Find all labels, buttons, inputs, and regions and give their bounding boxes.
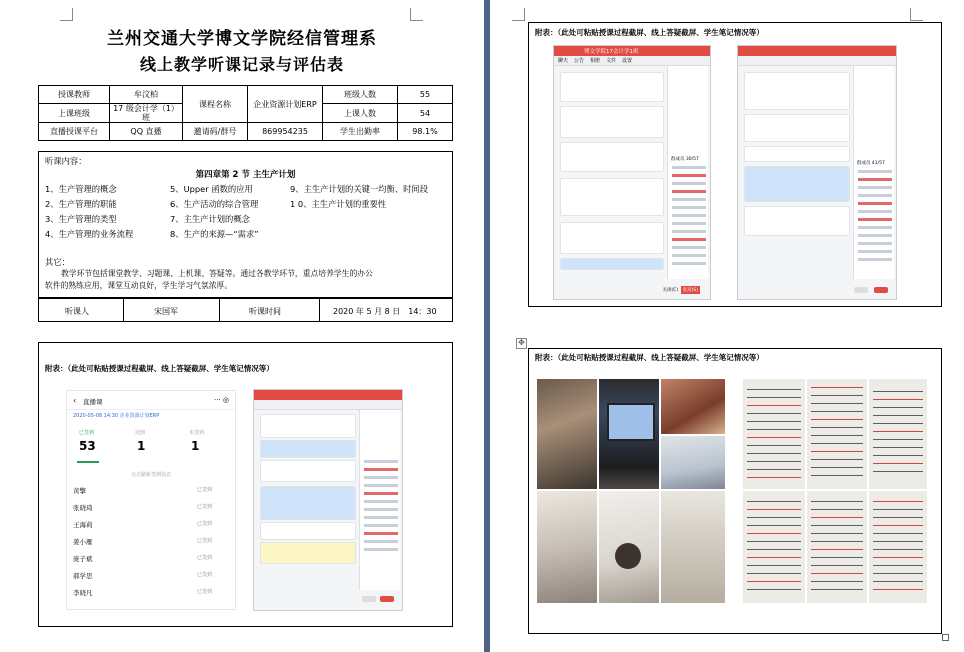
evaluation-text: 软件的熟练应用，课堂互动良好，学生学习气氛浓厚。 — [45, 281, 233, 290]
status-text: 已签到 — [197, 572, 213, 578]
cell-label: 邀请码/群号 — [183, 123, 248, 141]
student-name: 张晓琦 — [73, 504, 93, 512]
content-point: 5、Upper 函数的应用 — [170, 184, 253, 194]
document-page-2 — [490, 0, 964, 652]
file-tab[interactable]: 文件 — [606, 58, 617, 64]
content-point: 4、生产管理的业务流程 — [45, 229, 134, 239]
album-tab[interactable]: 相册 — [590, 58, 601, 64]
refresh-link[interactable]: 点击刷新签到状态 — [130, 472, 171, 478]
note-photo — [743, 379, 805, 489]
student-photo — [537, 379, 597, 489]
content-label: 听课内容： — [45, 156, 87, 166]
note-photo — [869, 379, 927, 489]
qq-chat-screenshot — [737, 45, 897, 300]
stat-value: 53 — [79, 439, 96, 453]
member-count: 群成员 41/57 — [857, 161, 885, 166]
crop-mark — [60, 8, 73, 21]
settings-tab[interactable]: 设置 — [622, 58, 633, 64]
cell-label: 上课班级 — [39, 104, 110, 123]
content-point: 7、主生产计划的概念 — [170, 214, 250, 224]
back-icon: ‹ — [73, 396, 77, 405]
footer-row — [38, 298, 453, 322]
student-photo — [537, 491, 597, 603]
cell-value: 牟汶柏 — [110, 86, 183, 104]
crop-mark — [910, 8, 923, 21]
document-title: 兰州交通大学博文学院经信管理系 — [107, 29, 377, 49]
move-handle-icon[interactable]: ✥ — [516, 338, 527, 349]
time-value: 2020 年 5 月 8 日 14：30 — [333, 307, 437, 316]
cell-value: 54 — [398, 104, 453, 123]
student-photo — [661, 436, 725, 489]
crop-mark — [410, 8, 423, 21]
note-photo — [743, 491, 805, 603]
student-name: 郝学思 — [73, 572, 93, 580]
cell-label: 学生出勤率 — [323, 123, 398, 141]
content-point: 3、生产管理的类型 — [45, 214, 117, 224]
status-text: 已签到 — [197, 487, 213, 493]
appendix-caption: 附表：（此处可粘贴授课过程截屏、线上答疑截屏、学生笔记情况等） — [535, 28, 764, 37]
observer-name: 宋国军 — [154, 307, 178, 316]
record-table — [38, 85, 453, 141]
time-label: 听课时间 — [249, 307, 281, 316]
cell-value: 55 — [398, 86, 453, 104]
appendix-box — [38, 342, 453, 627]
evaluation-label: 其它： — [45, 257, 70, 267]
stat-label: 已签到 — [79, 430, 95, 436]
screen-header: 直播课 — [83, 398, 103, 406]
cell-value: 17 级会计学（1）班 — [110, 104, 183, 123]
student-name: 黄擎 — [73, 487, 86, 495]
student-name: 李晓凡 — [73, 589, 93, 597]
cell-value: QQ 直播 — [110, 123, 183, 141]
qq-chat-screenshot — [253, 389, 403, 611]
cell-value: 98.1% — [398, 123, 453, 141]
student-photo — [661, 379, 725, 434]
student-name: 王海莉 — [73, 521, 93, 529]
content-point: 1 0、主生产计划的重要性 — [290, 199, 387, 209]
member-count: 群成员 30/57 — [671, 157, 699, 162]
session-info: 2020-05-08 14:30 企业资源计划ERP — [73, 413, 160, 419]
appendix-caption: 附表：（此处可粘贴授课过程截屏、线上答疑截屏、学生笔记情况等） — [45, 364, 274, 373]
observer-label: 听课人 — [65, 307, 89, 316]
send-button[interactable]: 发送(S) — [682, 288, 698, 293]
chat-tab[interactable]: 聊天 — [558, 58, 569, 64]
appendix-caption: 附表：（此处可粘贴授课过程截屏、线上答疑截屏、学生笔记情况等） — [535, 353, 764, 362]
content-point: 6、生产活动的综合管理 — [170, 199, 259, 209]
close-button[interactable]: 关闭(C) — [662, 288, 678, 293]
attendance-screenshot — [66, 390, 236, 610]
cell-label: 授课教师 — [39, 86, 110, 104]
content-point: 8、生产的来源—“需求” — [170, 229, 259, 239]
notice-tab[interactable]: 公告 — [574, 58, 585, 64]
qq-chat-screenshot — [553, 45, 711, 300]
cell-value: 869954235 — [248, 123, 323, 141]
content-point: 1、生产管理的概念 — [45, 184, 117, 194]
content-point: 2、生产管理的职能 — [45, 199, 117, 209]
note-photo — [807, 379, 867, 489]
lesson-content — [38, 151, 453, 298]
note-photo — [869, 491, 927, 603]
evaluation-text: 教学环节包括课堂教学、习题课、上机课、答疑等。通过各教学环节，重点培养学生的办公 — [61, 269, 373, 278]
student-name: 庞子斌 — [73, 555, 93, 563]
cell-value: 企业资源计划ERP — [248, 86, 323, 123]
window-title: 博文学院17会计学1班 — [584, 49, 639, 55]
appendix-box — [528, 22, 942, 307]
student-photo — [599, 491, 659, 603]
note-photo — [807, 491, 867, 603]
cell-label: 直播授课平台 — [39, 123, 110, 141]
stat-label: 迟到 — [135, 430, 146, 436]
cell-label: 班级人数 — [323, 86, 398, 104]
cell-label: 课程名称 — [183, 86, 248, 123]
stat-label: 未签到 — [189, 430, 205, 436]
stat-value: 1 — [191, 439, 200, 453]
cell-label: 上课人数 — [323, 104, 398, 123]
resize-handle-icon[interactable] — [942, 634, 949, 641]
more-icon: ··· ◎ — [213, 396, 229, 404]
status-text: 已签到 — [197, 555, 213, 561]
student-name: 姜小雁 — [73, 538, 93, 546]
section-title: 第四章第 2 节 主生产计划 — [195, 170, 296, 180]
stat-value: 1 — [137, 439, 146, 453]
student-photo — [599, 379, 659, 489]
content-point: 9、主生产计划的关键一均衡、时间段 — [290, 184, 429, 194]
status-text: 已签到 — [197, 521, 213, 527]
appendix-box — [528, 348, 942, 634]
crop-mark — [512, 8, 525, 21]
status-text: 已签到 — [197, 538, 213, 544]
status-text: 已签到 — [197, 504, 213, 510]
document-subtitle: 线上教学听课记录与评估表 — [139, 55, 344, 74]
status-text: 已签到 — [197, 589, 213, 595]
student-photo — [661, 491, 725, 603]
